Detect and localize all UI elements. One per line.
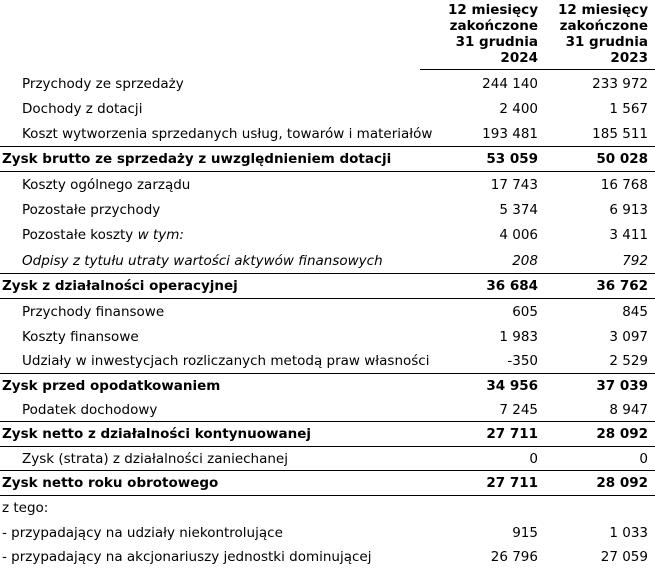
value-2023: 1 033 (609, 525, 648, 541)
row-udzialy-niekontrolujace (0, 521, 655, 546)
row-zysk-zaniechanej (0, 447, 655, 472)
value-2024: 244 140 (482, 76, 538, 92)
value-2023: 37 039 (596, 378, 648, 394)
row-label: Dochody z dotacji (22, 101, 143, 117)
header-line-1: 12 miesięcy (558, 2, 648, 18)
value-2024: 53 059 (486, 151, 538, 167)
row-koszty-ogolnego-zarzadu (0, 173, 655, 198)
row-z-tego (0, 496, 655, 521)
header-line-2: zakończone (449, 18, 538, 34)
row-podatek-dochodowy (0, 398, 655, 423)
value-2023: 2 529 (609, 353, 648, 369)
value-2024: 17 743 (490, 177, 538, 193)
row-label: Odpisy z tytułu utraty wartości aktywów finansowych (22, 253, 383, 269)
header-rule (420, 69, 655, 70)
row-label: Zysk netto z działalności kontynuowanej (2, 426, 311, 442)
row-zysk-netto-roku-obrotowego (0, 471, 655, 496)
row-koszty-finansowe (0, 325, 655, 350)
value-2023: 792 (622, 253, 648, 269)
row-label: - przypadający na akcjonariuszy jednostki dominującej (2, 549, 372, 565)
row-przychody-ze-sprzedazy (0, 72, 655, 97)
value-2023: 6 913 (609, 202, 648, 218)
row-label: Koszty finansowe (22, 329, 139, 345)
row-koszt-wytworzenia (0, 122, 655, 147)
row-label: Udziały w inwestycjach rozliczanych metodą praw własności (22, 353, 430, 369)
row-akcjonariusze-jednostki-dominujacej (0, 545, 655, 570)
value-2024: 2 400 (499, 101, 538, 117)
value-2024: -350 (507, 353, 538, 369)
row-pozostale-przychody (0, 198, 655, 223)
row-zysk-netto-kontynuowanej (0, 422, 655, 447)
value-2023: 50 028 (596, 151, 648, 167)
value-2023: 3 411 (609, 227, 648, 243)
row-label (22, 227, 184, 243)
value-2023: 3 097 (609, 329, 648, 345)
row-label: Zysk przed opodatkowaniem (2, 378, 221, 394)
row-udzialy-w-inwestycjach (0, 349, 655, 374)
header-line-2: zakończone (559, 18, 648, 34)
row-label-note: w tym: (137, 227, 184, 243)
row-dochody-z-dotacji (0, 97, 655, 122)
row-label: Koszty ogólnego zarządu (22, 177, 191, 193)
row-label: Koszt wytworzenia sprzedanych usług, towarów i materiałów (22, 126, 433, 142)
row-label: Pozostałe przychody (22, 202, 161, 218)
row-label: Zysk netto roku obrotowego (2, 475, 219, 491)
value-2024: 27 711 (486, 426, 538, 442)
row-label: Zysk brutto ze sprzedaży z uwzględnieniem dotacji (2, 151, 392, 167)
row-pozostale-koszty (0, 223, 655, 248)
row-label: z tego: (2, 500, 49, 516)
value-2023: 16 768 (600, 177, 648, 193)
value-2024: 26 796 (490, 549, 538, 565)
value-2023: 28 092 (596, 426, 648, 442)
value-2023: 8 947 (609, 402, 648, 418)
value-2023: 1 567 (609, 101, 648, 117)
header-line-3: 31 grudnia (565, 34, 648, 50)
row-label: Podatek dochodowy (22, 402, 158, 418)
column-header-2024 (420, 2, 538, 66)
value-2024: 193 481 (482, 126, 538, 142)
row-label: Przychody ze sprzedaży (22, 76, 184, 92)
header-year: 2023 (610, 50, 648, 66)
value-2023: 28 092 (596, 475, 648, 491)
row-przychody-finansowe (0, 300, 655, 325)
row-zysk-z-dzialalnosci-operacyjnej (0, 274, 655, 299)
row-label-text: Pozostałe koszty (22, 227, 134, 243)
row-zysk-brutto (0, 147, 655, 172)
row-label: - przypadający na udziały niekontrolujące (2, 525, 283, 541)
value-2024: 4 006 (499, 227, 538, 243)
value-2024: 27 711 (486, 475, 538, 491)
value-2024: 5 374 (499, 202, 538, 218)
row-zysk-przed-opodatkowaniem (0, 374, 655, 399)
value-2023: 0 (639, 451, 648, 467)
header-line-3: 31 grudnia (455, 34, 538, 50)
value-2024: 34 956 (486, 378, 538, 394)
value-2023: 185 511 (592, 126, 648, 142)
value-2023: 845 (622, 304, 648, 320)
value-2024: 208 (512, 253, 538, 269)
row-label: Zysk z działalności operacyjnej (2, 278, 238, 294)
header-year: 2024 (500, 50, 538, 66)
column-header-2023 (548, 2, 648, 66)
value-2024: 915 (512, 525, 538, 541)
value-2024: 36 684 (486, 278, 538, 294)
row-label: Przychody finansowe (22, 304, 165, 320)
value-2024: 0 (529, 451, 538, 467)
value-2023: 233 972 (592, 76, 648, 92)
value-2024: 605 (512, 304, 538, 320)
header-line-1: 12 miesięcy (448, 2, 538, 18)
value-2023: 36 762 (596, 278, 648, 294)
row-odpisy (0, 249, 655, 274)
value-2023: 27 059 (600, 549, 648, 565)
value-2024: 7 245 (499, 402, 538, 418)
value-2024: 1 983 (499, 329, 538, 345)
row-label: Zysk (strata) z działalności zaniechanej (22, 451, 288, 467)
